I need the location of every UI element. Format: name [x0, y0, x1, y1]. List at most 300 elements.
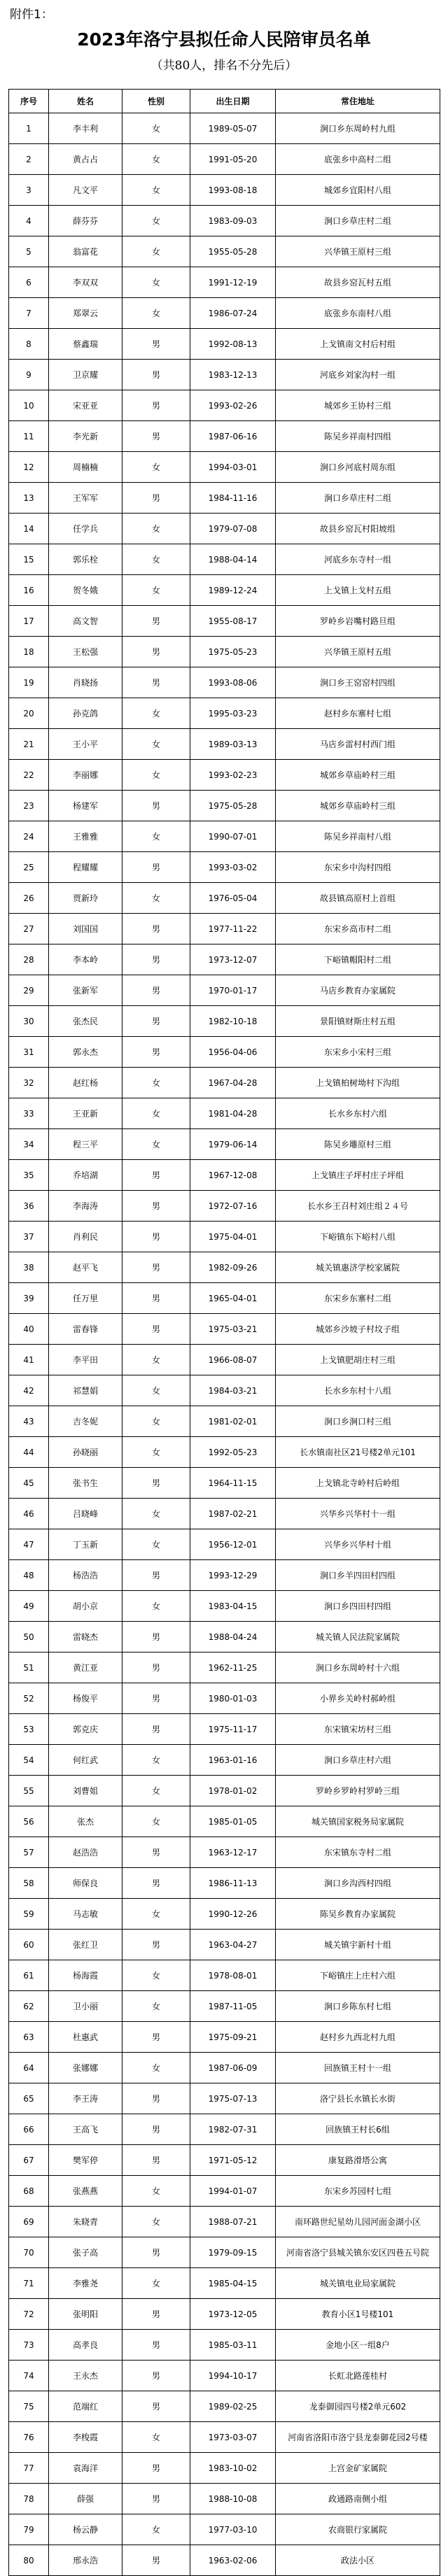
- row-gender: 女: [122, 1345, 190, 1375]
- row-address: 东宋乡小宋村三组: [276, 1037, 440, 1068]
- row-birthdate: 1976-05-04: [190, 883, 276, 914]
- row-index: 66: [9, 2114, 49, 2145]
- row-gender: 男: [122, 606, 190, 637]
- row-address: 城郊乡宜阳村八组: [276, 175, 440, 206]
- row-gender: 女: [122, 1068, 190, 1098]
- header-name: 姓名: [49, 90, 122, 113]
- row-address: 下峪镇庄上庄村六组: [276, 1960, 440, 1991]
- row-birthdate: 1985-04-15: [190, 2268, 276, 2299]
- row-gender: 男: [122, 1683, 190, 1714]
- row-index: 68: [9, 2176, 49, 2207]
- row-address: 涧口乡东周岭村九组: [276, 113, 440, 144]
- row-gender: 男: [122, 1037, 190, 1068]
- row-gender: 女: [122, 544, 190, 575]
- row-birthdate: 1972-07-16: [190, 1191, 276, 1222]
- table-row: [9, 1314, 440, 1345]
- row-birthdate: 1993-08-06: [190, 667, 276, 698]
- row-address: 长水乡东村六组: [276, 1098, 440, 1129]
- row-birthdate: 1986-11-13: [190, 1868, 276, 1899]
- row-address: 马店乡教育办家属院: [276, 975, 440, 1006]
- row-birthdate: 1983-10-02: [190, 2453, 276, 2484]
- row-address: 东宋乡东寨村二组: [276, 1283, 440, 1314]
- table-row: [9, 2514, 440, 2545]
- row-name: 王小平: [49, 729, 122, 760]
- row-birthdate: 1989-02-25: [190, 2391, 276, 2422]
- table-row: [9, 2237, 440, 2268]
- row-birthdate: 1975-03-21: [190, 1314, 276, 1345]
- row-index: 2: [9, 144, 49, 175]
- table-row: [9, 2361, 440, 2391]
- table-row: [9, 637, 440, 667]
- row-index: 22: [9, 760, 49, 791]
- row-name: 黄占占: [49, 144, 122, 175]
- row-birthdate: 1970-01-17: [190, 975, 276, 1006]
- row-index: 64: [9, 2053, 49, 2083]
- row-address: 长水乡王召村刘庄组２４号: [276, 1191, 440, 1222]
- row-name: 刘曹姐: [49, 1776, 122, 1806]
- header-address: 常住地址: [276, 90, 440, 113]
- row-name: 蔡鑫瑞: [49, 329, 122, 360]
- table-row: [9, 975, 440, 1006]
- row-address: 政法小区: [276, 2545, 440, 2576]
- row-index: 29: [9, 975, 49, 1006]
- row-name: 任学兵: [49, 514, 122, 544]
- row-name: 程三平: [49, 1129, 122, 1160]
- row-index: 37: [9, 1222, 49, 1252]
- row-address: 回族镇王村十一组: [276, 2053, 440, 2083]
- row-index: 48: [9, 1560, 49, 1591]
- row-index: 38: [9, 1252, 49, 1283]
- row-address: 东宋乡苏园村七组: [276, 2176, 440, 2207]
- row-address: 赵村乡东寨村七组: [276, 698, 440, 729]
- table-row: [9, 1776, 440, 1806]
- row-gender: 女: [122, 236, 190, 267]
- table-row: [9, 2299, 440, 2330]
- row-address: 城郊乡草庙岭村三组: [276, 791, 440, 821]
- table-row: [9, 2176, 440, 2207]
- row-name: 李本岭: [49, 944, 122, 975]
- table-row: [9, 760, 440, 791]
- row-birthdate: 1987-11-05: [190, 1991, 276, 2022]
- table-row: [9, 1437, 440, 1468]
- row-index: 30: [9, 1006, 49, 1037]
- row-birthdate: 1963-04-27: [190, 1930, 276, 1960]
- row-address: 河底乡刘家沟村一组: [276, 360, 440, 390]
- row-gender: 男: [122, 914, 190, 944]
- row-name: 薛芬芬: [49, 206, 122, 236]
- row-birthdate: 1981-02-01: [190, 1406, 276, 1437]
- row-index: 70: [9, 2237, 49, 2268]
- row-index: 10: [9, 390, 49, 421]
- row-index: 42: [9, 1375, 49, 1406]
- row-address: 涧口乡涧口村三组: [276, 1406, 440, 1437]
- row-index: 76: [9, 2422, 49, 2453]
- row-index: 47: [9, 1529, 49, 1560]
- row-gender: 男: [122, 1622, 190, 1653]
- row-birthdate: 1975-11-17: [190, 1714, 276, 1745]
- row-address: 兴华乡兴华村十组: [276, 1529, 440, 1560]
- row-birthdate: 1989-05-07: [190, 113, 276, 144]
- row-index: 73: [9, 2330, 49, 2361]
- row-birthdate: 1988-04-24: [190, 1622, 276, 1653]
- row-index: 32: [9, 1068, 49, 1098]
- row-index: 34: [9, 1129, 49, 1160]
- row-birthdate: 1962-11-25: [190, 1653, 276, 1683]
- row-gender: 女: [122, 698, 190, 729]
- row-birthdate: 1988-04-14: [190, 544, 276, 575]
- row-name: 雷春锋: [49, 1314, 122, 1345]
- row-index: 21: [9, 729, 49, 760]
- row-name: 李双双: [49, 267, 122, 298]
- row-address: 城关镇宇新村十组: [276, 1930, 440, 1960]
- row-birthdate: 1983-04-15: [190, 1591, 276, 1622]
- table-row: [9, 2391, 440, 2422]
- table-row: [9, 206, 440, 236]
- row-birthdate: 1994-01-07: [190, 2176, 276, 2207]
- row-address: 城关镇惠济学校家属院: [276, 1252, 440, 1283]
- row-name: 袁海洋: [49, 2453, 122, 2484]
- row-index: 3: [9, 175, 49, 206]
- row-index: 23: [9, 791, 49, 821]
- row-address: 上戈镇上戈村五组: [276, 575, 440, 606]
- table-row: [9, 514, 440, 544]
- row-address: 长虹北路莲桂村: [276, 2361, 440, 2391]
- row-name: 王松强: [49, 637, 122, 667]
- row-address: 洛宁县长水镇长水街: [276, 2083, 440, 2114]
- row-address: 小界乡关岭村郝岭组: [276, 1683, 440, 1714]
- table-row: [9, 791, 440, 821]
- row-name: 何红武: [49, 1745, 122, 1776]
- row-birthdate: 1964-11-15: [190, 1468, 276, 1499]
- row-gender: 男: [122, 852, 190, 883]
- row-address: 城郊乡沙坡子村坟子组: [276, 1314, 440, 1345]
- header-birthdate: 出生日期: [190, 90, 276, 113]
- table-row: [9, 1591, 440, 1622]
- row-index: 8: [9, 329, 49, 360]
- row-gender: 女: [122, 2053, 190, 2083]
- row-address: 河底乡东寺村一组: [276, 544, 440, 575]
- row-index: 35: [9, 1160, 49, 1191]
- row-address: 河南省洛阳市洛宁县龙泰御花园2号楼: [276, 2422, 440, 2453]
- row-gender: 男: [122, 667, 190, 698]
- row-name: 范端红: [49, 2391, 122, 2422]
- row-birthdate: 1990-07-01: [190, 821, 276, 852]
- table-row: [9, 1837, 440, 1868]
- row-gender: 男: [122, 1283, 190, 1314]
- row-gender: 男: [122, 1314, 190, 1345]
- row-birthdate: 1982-07-31: [190, 2114, 276, 2145]
- row-birthdate: 1985-01-05: [190, 1806, 276, 1837]
- table-row: [9, 2145, 440, 2176]
- table-row: [9, 1930, 440, 1960]
- table-row: [9, 883, 440, 914]
- row-address: 涧口乡沟西村四组: [276, 1868, 440, 1899]
- table-row: [9, 1191, 440, 1222]
- row-birthdate: 1975-09-21: [190, 2022, 276, 2053]
- row-birthdate: 1965-04-01: [190, 1283, 276, 1314]
- row-index: 14: [9, 514, 49, 544]
- row-address: 上戈镇南文村后村组: [276, 329, 440, 360]
- row-index: 16: [9, 575, 49, 606]
- row-index: 27: [9, 914, 49, 944]
- row-gender: 女: [122, 1375, 190, 1406]
- row-index: 58: [9, 1868, 49, 1899]
- row-gender: 女: [122, 514, 190, 544]
- row-birthdate: 1984-03-21: [190, 1375, 276, 1406]
- table-row: [9, 236, 440, 267]
- juror-roster-table: [8, 89, 440, 2576]
- row-name: 赵平飞: [49, 1252, 122, 1283]
- row-index: 49: [9, 1591, 49, 1622]
- table-row: [9, 606, 440, 637]
- row-index: 80: [9, 2545, 49, 2576]
- row-birthdate: 1973-03-07: [190, 2422, 276, 2453]
- row-name: 周楠楠: [49, 452, 122, 483]
- table-row: [9, 2053, 440, 2083]
- table-row: [9, 944, 440, 975]
- row-address: 城关镇人民法院家属院: [276, 1622, 440, 1653]
- row-index: 6: [9, 267, 49, 298]
- table-row: [9, 2022, 440, 2053]
- row-name: 朱晓青: [49, 2207, 122, 2237]
- row-index: 71: [9, 2268, 49, 2299]
- row-gender: 女: [122, 1806, 190, 1837]
- row-name: 郭永杰: [49, 1037, 122, 1068]
- table-row: [9, 1653, 440, 1683]
- table-row: [9, 1037, 440, 1068]
- row-birthdate: 1989-12-24: [190, 575, 276, 606]
- row-name: 张红卫: [49, 1930, 122, 1960]
- row-birthdate: 1982-10-18: [190, 1006, 276, 1037]
- row-birthdate: 1993-02-23: [190, 760, 276, 791]
- row-gender: 男: [122, 1468, 190, 1499]
- row-index: 4: [9, 206, 49, 236]
- row-name: 马志敏: [49, 1899, 122, 1930]
- row-address: 底张乡中高村二组: [276, 144, 440, 175]
- row-name: 张子高: [49, 2237, 122, 2268]
- row-index: 74: [9, 2361, 49, 2391]
- row-gender: 女: [122, 2422, 190, 2453]
- row-name: 樊军停: [49, 2145, 122, 2176]
- row-gender: 男: [122, 329, 190, 360]
- row-name: 杨云静: [49, 2514, 122, 2545]
- table-row: [9, 1899, 440, 1930]
- row-name: 卫小丽: [49, 1991, 122, 2022]
- row-name: 孙晓丽: [49, 1437, 122, 1468]
- row-name: 肖晓扬: [49, 667, 122, 698]
- row-name: 刘国国: [49, 914, 122, 944]
- row-gender: 女: [122, 1098, 190, 1129]
- row-birthdate: 1992-08-13: [190, 329, 276, 360]
- table-row: [9, 421, 440, 452]
- row-gender: 女: [122, 144, 190, 175]
- row-gender: 女: [122, 1960, 190, 1991]
- row-gender: 男: [122, 2484, 190, 2514]
- row-gender: 女: [122, 2176, 190, 2207]
- row-gender: 男: [122, 1868, 190, 1899]
- row-gender: 男: [122, 1714, 190, 1745]
- row-gender: 女: [122, 821, 190, 852]
- table-row: [9, 729, 440, 760]
- row-birthdate: 1963-01-16: [190, 1745, 276, 1776]
- row-birthdate: 1963-02-06: [190, 2545, 276, 2576]
- row-name: 张燕燕: [49, 2176, 122, 2207]
- row-address: 城郊乡王协村三组: [276, 390, 440, 421]
- row-gender: 女: [122, 2207, 190, 2237]
- row-index: 63: [9, 2022, 49, 2053]
- row-gender: 女: [122, 175, 190, 206]
- table-row: [9, 544, 440, 575]
- row-index: 20: [9, 698, 49, 729]
- table-row: [9, 1468, 440, 1499]
- row-index: 46: [9, 1499, 49, 1529]
- row-name: 张杰民: [49, 1006, 122, 1037]
- row-address: 东宋镇东寺村二组: [276, 1837, 440, 1868]
- row-address: 兴华镇王原村三组: [276, 236, 440, 267]
- row-name: 卫京耀: [49, 360, 122, 390]
- table-body: [9, 113, 440, 2576]
- row-name: 郭克庆: [49, 1714, 122, 1745]
- row-name: 贺冬娥: [49, 575, 122, 606]
- document-subtitle: （共80人，排名不分先后）: [150, 59, 298, 73]
- table-row: [9, 1006, 440, 1037]
- row-birthdate: 1956-04-06: [190, 1037, 276, 1068]
- row-index: 36: [9, 1191, 49, 1222]
- row-index: 79: [9, 2514, 49, 2545]
- row-gender: 女: [122, 1437, 190, 1468]
- row-address: 东宋镇宋坊村三组: [276, 1714, 440, 1745]
- row-name: 师保良: [49, 1868, 122, 1899]
- row-address: 故县镇高原村上首组: [276, 883, 440, 914]
- row-address: 上戈镇柏树坳村下沟组: [276, 1068, 440, 1098]
- row-address: 城郊乡草庙岭村三组: [276, 760, 440, 791]
- row-index: 18: [9, 637, 49, 667]
- row-name: 吉冬妮: [49, 1406, 122, 1437]
- row-address: 上戈镇北寺岭村后岭组: [276, 1468, 440, 1499]
- row-address: 陈吴乡雕原村三组: [276, 1129, 440, 1160]
- row-index: 26: [9, 883, 49, 914]
- row-address: 涧口乡四田村四组: [276, 1591, 440, 1622]
- row-gender: 男: [122, 2114, 190, 2145]
- table-row: [9, 390, 440, 421]
- table-row: [9, 1622, 440, 1653]
- row-birthdate: 1988-10-08: [190, 2484, 276, 2514]
- table-row: [9, 1960, 440, 1991]
- table-row: [9, 2207, 440, 2237]
- row-index: 40: [9, 1314, 49, 1345]
- row-address: 长水乡东村十八组: [276, 1375, 440, 1406]
- row-address: 涧口乡河底村周东组: [276, 452, 440, 483]
- row-index: 15: [9, 544, 49, 575]
- table-row: [9, 1683, 440, 1714]
- row-birthdate: 1978-08-01: [190, 1960, 276, 1991]
- row-address: 城关镇电业局家属院: [276, 2268, 440, 2299]
- table-row: [9, 298, 440, 329]
- row-index: 19: [9, 667, 49, 698]
- row-name: 高文智: [49, 606, 122, 637]
- row-index: 50: [9, 1622, 49, 1653]
- row-index: 24: [9, 821, 49, 852]
- row-name: 胡小京: [49, 1591, 122, 1622]
- row-gender: 女: [122, 2268, 190, 2299]
- row-gender: 女: [122, 1591, 190, 1622]
- row-birthdate: 1986-07-24: [190, 298, 276, 329]
- header-index: 序号: [9, 90, 49, 113]
- row-name: 翁富花: [49, 236, 122, 267]
- row-birthdate: 1993-03-02: [190, 852, 276, 883]
- row-gender: 女: [122, 575, 190, 606]
- row-name: 杨浩浩: [49, 1560, 122, 1591]
- table-row: [9, 1499, 440, 1529]
- row-birthdate: 1955-08-17: [190, 606, 276, 637]
- row-gender: 男: [122, 360, 190, 390]
- row-name: 雷晓杰: [49, 1622, 122, 1653]
- row-index: 75: [9, 2391, 49, 2422]
- row-gender: 男: [122, 2083, 190, 2114]
- row-address: 龙泰御园四号楼2单元602: [276, 2391, 440, 2422]
- table-row: [9, 267, 440, 298]
- row-index: 11: [9, 421, 49, 452]
- row-gender: 女: [122, 267, 190, 298]
- row-address: 上宫金矿家属院: [276, 2453, 440, 2484]
- table-row: [9, 2114, 440, 2145]
- row-index: 55: [9, 1776, 49, 1806]
- row-address: 赵村乡九西北村九组: [276, 2022, 440, 2053]
- row-gender: 女: [122, 1991, 190, 2022]
- row-address: 河南省洛宁县城关镇东安区四巷五号院: [276, 2237, 440, 2268]
- row-birthdate: 1975-05-28: [190, 791, 276, 821]
- row-birthdate: 1995-03-23: [190, 698, 276, 729]
- row-name: 赵浩浩: [49, 1837, 122, 1868]
- row-name: 乔培湖: [49, 1160, 122, 1191]
- row-name: 赵红杨: [49, 1068, 122, 1098]
- row-address: 康复路滑塔公寓: [276, 2145, 440, 2176]
- row-index: 52: [9, 1683, 49, 1714]
- row-gender: 男: [122, 791, 190, 821]
- row-birthdate: 1993-02-26: [190, 390, 276, 421]
- table-row: [9, 2268, 440, 2299]
- row-gender: 女: [122, 1899, 190, 1930]
- row-name: 杨俊平: [49, 1683, 122, 1714]
- row-name: 张杰: [49, 1806, 122, 1837]
- row-index: 25: [9, 852, 49, 883]
- row-index: 28: [9, 944, 49, 975]
- row-index: 41: [9, 1345, 49, 1375]
- row-address: 涧口乡陈东村七组: [276, 1991, 440, 2022]
- row-address: 故县乡窑瓦村五组: [276, 267, 440, 298]
- row-address: 下峪镇帽阳村二组: [276, 944, 440, 975]
- row-address: 涧口乡羊四田村四组: [276, 1560, 440, 1591]
- header-gender: 性别: [122, 90, 190, 113]
- row-gender: 男: [122, 1653, 190, 1683]
- table-row: [9, 483, 440, 514]
- table-row: [9, 2083, 440, 2114]
- row-index: 31: [9, 1037, 49, 1068]
- row-name: 祁慧娟: [49, 1375, 122, 1406]
- row-birthdate: 1973-12-05: [190, 2299, 276, 2330]
- row-index: 13: [9, 483, 49, 514]
- row-gender: 男: [122, 2453, 190, 2484]
- row-birthdate: 1967-12-08: [190, 1160, 276, 1191]
- row-name: 高孝良: [49, 2330, 122, 2361]
- table-row: [9, 1560, 440, 1591]
- table-header-row: [9, 90, 440, 113]
- row-address: 回族镇王村长6组: [276, 2114, 440, 2145]
- row-birthdate: 1988-07-21: [190, 2207, 276, 2237]
- row-address: 下峪镇东下峪村八组: [276, 1222, 440, 1252]
- row-gender: 男: [122, 944, 190, 975]
- row-birthdate: 1963-12-17: [190, 1837, 276, 1868]
